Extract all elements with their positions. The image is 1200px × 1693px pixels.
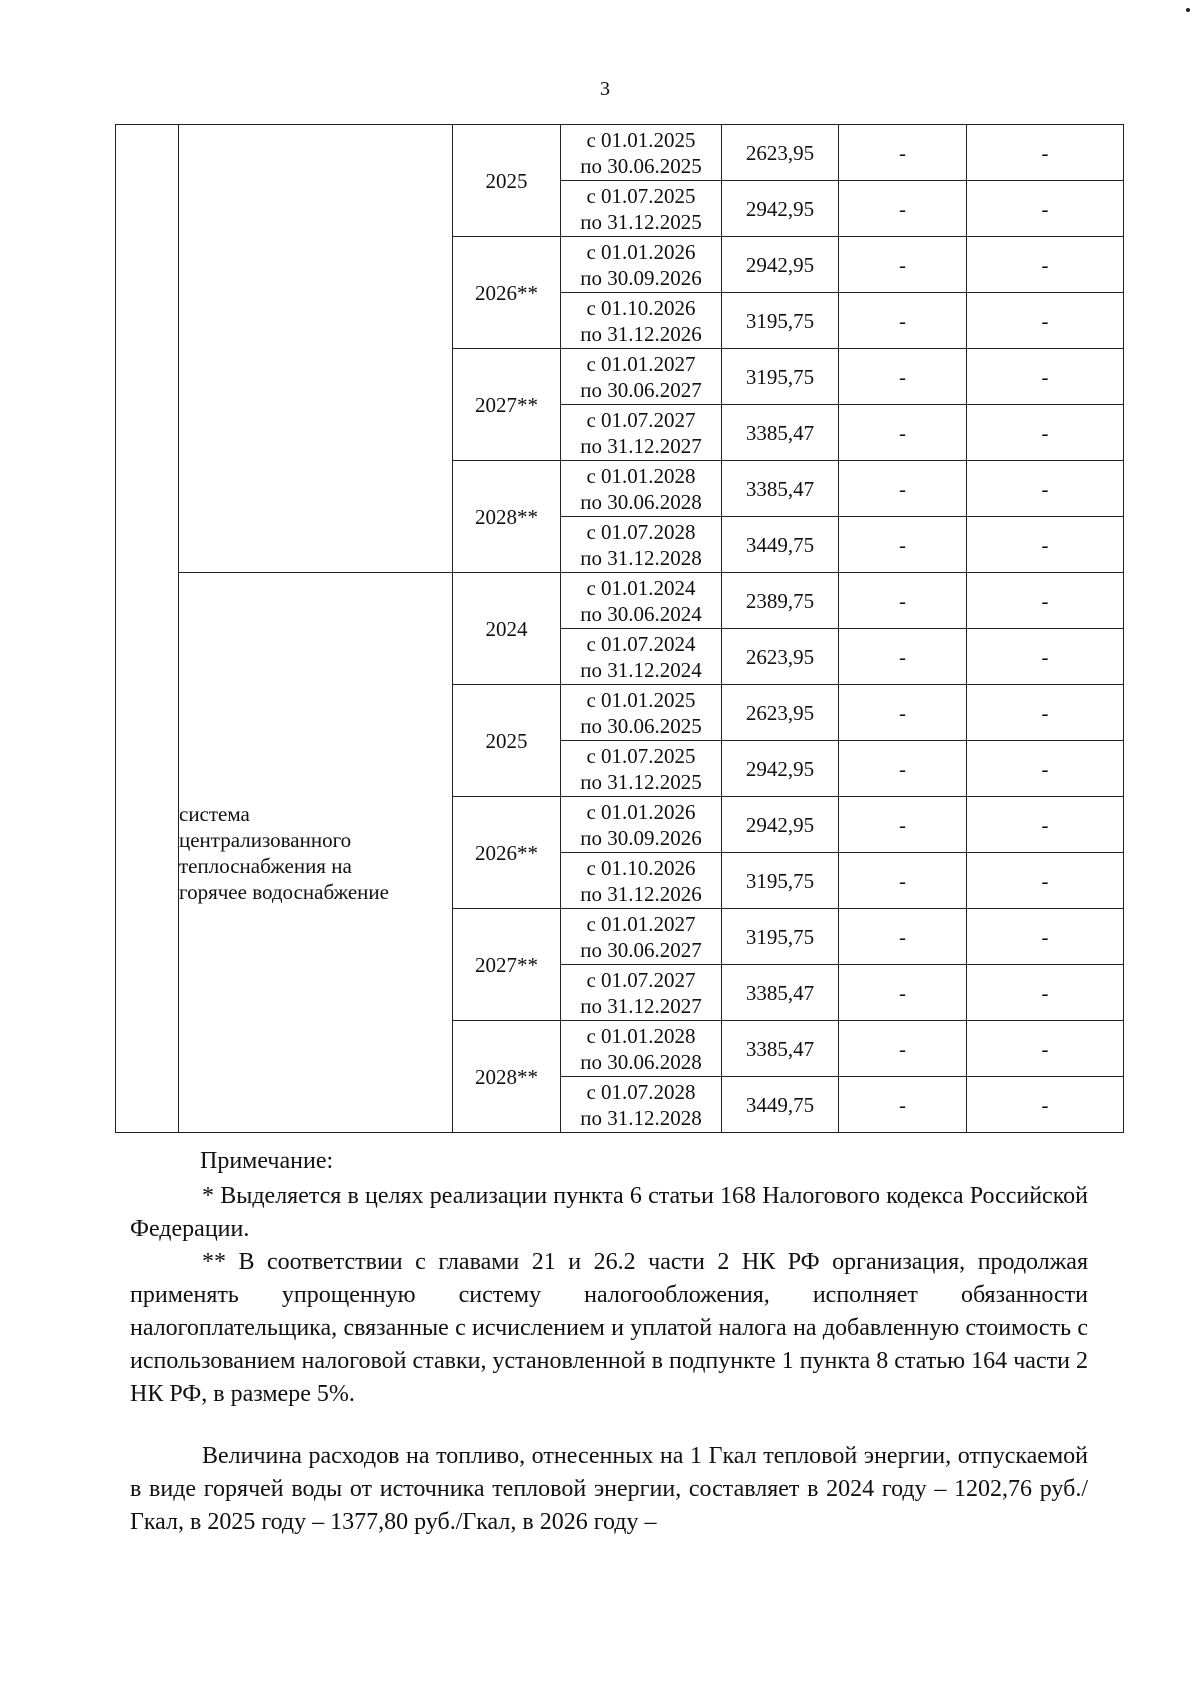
period-to: по 30.06.2024 [580, 601, 702, 626]
tariff-value-cell: 3195,75 [722, 293, 839, 349]
period-cell [561, 461, 722, 517]
tariff-value-cell: 3385,47 [722, 461, 839, 517]
tariff-value-cell: 3385,47 [722, 405, 839, 461]
dash-cell: - [967, 965, 1124, 1021]
note-title: Примечание: [200, 1148, 334, 1174]
period-from: с 01.01.2026 [586, 239, 696, 264]
period-to: по 30.09.2026 [580, 265, 702, 290]
dash-cell: - [839, 125, 967, 181]
period-to: по 31.12.2027 [580, 433, 702, 458]
period-cell [561, 797, 722, 853]
tariff-value-cell: 2623,95 [722, 629, 839, 685]
system-label: система централизованного теплоснабжения на горячее водоснабжение [179, 801, 389, 904]
period-to: по 31.12.2025 [580, 209, 702, 234]
tariff-value-cell: 3195,75 [722, 909, 839, 965]
dash-cell: - [967, 181, 1124, 237]
period-to: по 31.12.2026 [580, 321, 702, 346]
dash-cell: - [839, 293, 967, 349]
period-to: по 31.12.2024 [580, 657, 702, 682]
dash-cell: - [839, 349, 967, 405]
dash-cell: - [967, 405, 1124, 461]
tariff-value-cell: 2389,75 [722, 573, 839, 629]
period-to: по 30.06.2028 [580, 1049, 702, 1074]
period-to: по 31.12.2025 [580, 769, 702, 794]
tariff-value-cell: 3195,75 [722, 349, 839, 405]
dash-cell: - [967, 629, 1124, 685]
period-to: по 31.12.2028 [580, 545, 702, 570]
dash-cell: - [967, 573, 1124, 629]
tariff-value-cell: 2623,95 [722, 685, 839, 741]
period-cell [561, 517, 722, 573]
period-from: с 01.01.2026 [586, 799, 696, 824]
period-cell [561, 405, 722, 461]
dash-cell: - [967, 125, 1124, 181]
year-cell: 2027** [453, 349, 561, 461]
period-from: с 01.07.2025 [586, 743, 696, 768]
dash-cell: - [967, 293, 1124, 349]
period-from: с 01.01.2024 [586, 575, 696, 600]
dash-cell: - [839, 517, 967, 573]
period-to: по 30.06.2027 [580, 377, 702, 402]
tariff-value-cell: 3449,75 [722, 1077, 839, 1133]
scan-speck [1186, 8, 1190, 12]
year-cell: 2025 [453, 685, 561, 797]
period-cell [561, 741, 722, 797]
period-from: с 01.01.2025 [586, 687, 696, 712]
tariff-value-cell: 3385,47 [722, 1021, 839, 1077]
period-from: с 01.10.2026 [586, 855, 696, 880]
period-to: по 30.06.2028 [580, 489, 702, 514]
period-from: с 01.07.2027 [586, 407, 696, 432]
dash-cell: - [839, 965, 967, 1021]
year-cell: 2026** [453, 237, 561, 349]
dash-cell: - [839, 629, 967, 685]
dash-cell: - [839, 1021, 967, 1077]
dash-cell: - [839, 405, 967, 461]
note-footnote-2: ** В соответствии с главами 21 и 26.2 части 2 НК РФ организация, продолжая применять упрощенную систему налогообложения, исполняет обязанности налогоплательщика, связанные с исчислением и уплатой налога на добавленную стоимость с использованием налоговой ставки, установленной в подпункте 1 пункта 8 статью 164 части 2 НК РФ, в размере 5%. [130, 1249, 1088, 1407]
period-to: по 30.06.2027 [580, 937, 702, 962]
dash-cell: - [839, 853, 967, 909]
tariff-value-cell: 2942,95 [722, 181, 839, 237]
period-cell [561, 853, 722, 909]
period-to: по 30.06.2025 [580, 713, 702, 738]
tariff-value-cell: 3195,75 [722, 853, 839, 909]
system-cell-continued [179, 125, 453, 573]
table-row [116, 125, 1124, 181]
dash-cell: - [839, 797, 967, 853]
period-from: с 01.01.2027 [586, 351, 696, 376]
period-to: по 30.09.2026 [580, 825, 702, 850]
year-cell: 2027** [453, 909, 561, 1021]
period-to: по 31.12.2028 [580, 1105, 702, 1130]
period-from: с 01.07.2027 [586, 967, 696, 992]
period-cell [561, 629, 722, 685]
dash-cell: - [839, 237, 967, 293]
dash-cell: - [839, 909, 967, 965]
period-cell [561, 965, 722, 1021]
dash-cell: - [839, 741, 967, 797]
year-cell: 2026** [453, 797, 561, 909]
dash-cell: - [967, 685, 1124, 741]
note-footnote-1: * Выделяется в целях реализации пункта 6 статьи 168 Налогового кодекса Российской Федерации. [130, 1183, 1088, 1242]
tariff-value-cell: 2942,95 [722, 237, 839, 293]
year-cell: 2028** [453, 1021, 561, 1133]
dash-cell: - [967, 1077, 1124, 1133]
period-cell [561, 1021, 722, 1077]
period-from: с 01.01.2028 [586, 463, 696, 488]
period-from: с 01.07.2028 [586, 1079, 696, 1104]
period-cell [561, 685, 722, 741]
year-cell: 2028** [453, 461, 561, 573]
dash-cell: - [839, 1077, 967, 1133]
dash-cell: - [967, 853, 1124, 909]
tariff-table [115, 124, 1124, 1133]
period-from: с 01.07.2024 [586, 631, 696, 656]
period-cell [561, 293, 722, 349]
year-cell: 2024 [453, 573, 561, 685]
tariff-value-cell: 2942,95 [722, 797, 839, 853]
period-from: с 01.07.2025 [586, 183, 696, 208]
row-number-cell [116, 125, 179, 1133]
period-from: с 01.07.2028 [586, 519, 696, 544]
period-cell [561, 573, 722, 629]
tariff-value-cell: 2942,95 [722, 741, 839, 797]
period-from: с 01.01.2028 [586, 1023, 696, 1048]
period-to: по 31.12.2027 [580, 993, 702, 1018]
dash-cell: - [967, 237, 1124, 293]
period-cell [561, 909, 722, 965]
period-from: с 01.10.2026 [586, 295, 696, 320]
period-from: с 01.01.2025 [586, 127, 696, 152]
period-to: по 31.12.2026 [580, 881, 702, 906]
period-cell [561, 237, 722, 293]
dash-cell: - [967, 461, 1124, 517]
fuel-cost-paragraph: Величина расходов на топливо, отнесенных на 1 Гкал тепловой энергии, отпускаемой в виде горячей воды от источника тепловой энергии, составляет в 2024 году – 1202,76 руб./Гкал, в 2025 году – 1377,80 руб./Гкал, в 2026 году – [130, 1443, 1088, 1535]
period-from: с 01.01.2027 [586, 911, 696, 936]
tariff-value-cell: 3385,47 [722, 965, 839, 1021]
period-to: по 30.06.2025 [580, 153, 702, 178]
dash-cell: - [839, 573, 967, 629]
period-cell [561, 349, 722, 405]
dash-cell: - [839, 181, 967, 237]
dash-cell: - [967, 349, 1124, 405]
tariff-value-cell: 3449,75 [722, 517, 839, 573]
page-number: 3 [600, 78, 610, 100]
dash-cell: - [967, 741, 1124, 797]
tariff-value-cell: 2623,95 [722, 125, 839, 181]
dash-cell: - [967, 909, 1124, 965]
period-cell [561, 1077, 722, 1133]
dash-cell: - [967, 1021, 1124, 1077]
table-row [116, 573, 1124, 629]
dash-cell: - [839, 685, 967, 741]
system-label-cell [179, 573, 453, 1133]
period-cell [561, 181, 722, 237]
period-cell [561, 125, 722, 181]
year-cell: 2025 [453, 125, 561, 237]
dash-cell: - [967, 797, 1124, 853]
dash-cell: - [839, 461, 967, 517]
dash-cell: - [967, 517, 1124, 573]
